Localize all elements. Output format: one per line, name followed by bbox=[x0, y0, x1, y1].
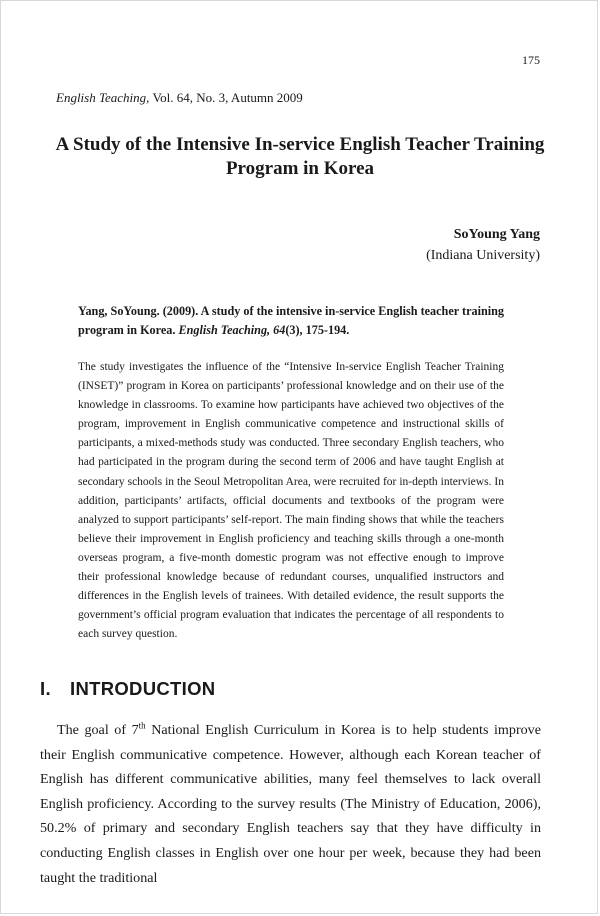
journal-details: Vol. 64, No. 3, Autumn 2009 bbox=[152, 90, 303, 105]
citation-tail: (3), 175-194. bbox=[285, 323, 350, 337]
section-title: INTRODUCTION bbox=[70, 678, 216, 699]
author-affiliation: (Indiana University) bbox=[426, 248, 540, 263]
journal-reference bbox=[56, 90, 303, 106]
intro-text-start: The goal of 7 bbox=[57, 722, 139, 738]
author-name: SoYoung Yang bbox=[453, 227, 540, 242]
abstract: The study investigates the influence of the “Intensive In-service English Teacher Training (INSET)” program in Korea on participants’ professional knowledge and on their use of the knowledge in classrooms. To examine how participants have achieved two objectives of the program, improvement in English communicative competence and instructional skills of participants, a mixed-methods study was conducted. Three secondary English teachers, who had participated in the program during the second term of 2006 and have taught English at secondary schools in the Seoul Metropolitan Area, were recruited for in-depth interviews. In addition, participants’ artifacts, official documents and textbooks of the program were analyzed to support participants’ self-report. The main finding shows that while the teachers believe their improvement in English proficiency and teaching skills through a one-month overseas program, a five-month domestic program was not effective enough to improve their professional knowledge because of redundant courses, unqualified instructors and differences in the English levels of trainees. With detailed evidence, the result supports the government’s official program evaluation that indicates the percentage of all respondents to each survey question. bbox=[78, 361, 504, 641]
title-line-2: Program in Korea bbox=[225, 158, 375, 179]
page-number: 175 bbox=[522, 53, 540, 67]
journal-name: English Teaching, bbox=[56, 90, 150, 105]
intro-text-rest: National English Curriculum in Korea is to help students improve their English communicative competence. However, although each Korean teacher of English has different communicative abilities, many feel themselves to lack overall English proficiency. According to the survey results (The Ministry of Education, 2006), 50.2% of primary and secondary English teachers say that they have difficulty in conducting English classes in English over one hour per week, because they had been taught the traditional bbox=[40, 722, 541, 886]
citation bbox=[78, 302, 504, 340]
title-line-1: A Study of the Intensive In-service English Teacher Training bbox=[55, 134, 545, 155]
author-block bbox=[426, 224, 540, 266]
intro-paragraph bbox=[40, 718, 541, 890]
ordinal-superscript: th bbox=[138, 720, 146, 731]
article-title bbox=[40, 133, 560, 181]
citation-journal: English Teaching, 64 bbox=[178, 323, 286, 337]
section-heading bbox=[40, 678, 215, 700]
citation-lead: Yang, SoYoung. (2009). A study of the intensive in-service English teacher training program in Korea. bbox=[78, 304, 504, 337]
section-number: I. bbox=[40, 678, 51, 699]
